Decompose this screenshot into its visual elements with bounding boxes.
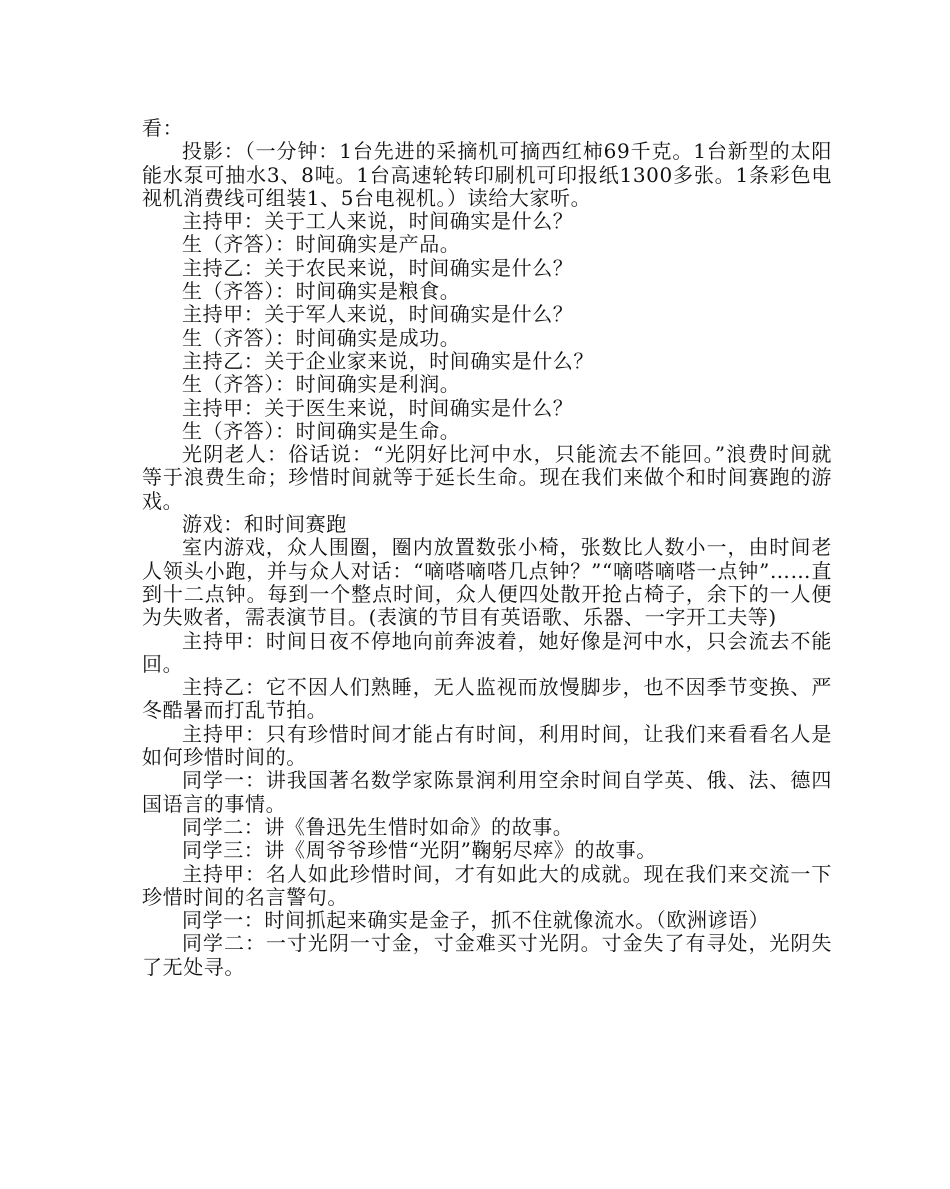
paragraph-see: 看： bbox=[142, 116, 184, 140]
paragraph-game-title: 游戏：和时间赛跑 bbox=[182, 512, 347, 537]
paragraph-old-man-time: 光阴老人：俗话说：“光阴好比河中水，只能流去不能回。”浪费时间就等于浪费生命；珍惜时间就等于延长生命。现在我们来做个和时间赛跑的游戏。 bbox=[142, 442, 832, 513]
paragraph-host-a-workers: 主持甲：关于工人来说，时间确实是什么？ bbox=[182, 209, 574, 234]
paragraph-host-a-doctors: 主持甲：关于医生来说，时间确实是什么？ bbox=[182, 395, 574, 420]
paragraph-student-one-quote: 同学一：时间抓起来确实是金子，抓不住就像流水。（欧洲谚语） bbox=[182, 908, 770, 933]
paragraph-answer-success: 生（齐答）：时间确实是成功。 bbox=[182, 325, 461, 350]
paragraph-answer-life: 生（齐答）：时间确实是生命。 bbox=[182, 418, 461, 443]
paragraph-host-a-quotes: 主持甲：名人如此珍惜时间，才有如此大的成就。现在我们来交流一下珍惜时间的名言警句。 bbox=[142, 861, 832, 909]
paragraph-answer-grain: 生（齐答）：时间确实是粮食。 bbox=[182, 279, 461, 304]
paragraph-answer-profit: 生（齐答）：时间确实是利润。 bbox=[182, 372, 461, 397]
paragraph-projection: 投影：（一分钟：1台先进的采摘机可摘西红柿69千克。1台新型的太阳能水泵可抽水3、8吨。1台高速轮转印刷机可印报纸1300多张。1条彩色电视机消费线可组装1、5台电视机。）读给大家听。 bbox=[142, 139, 832, 210]
paragraph-host-a-soldiers: 主持甲：关于军人来说，时间确实是什么？ bbox=[182, 302, 574, 327]
paragraph-student-one-story: 同学一：讲我国著名数学家陈景润利用空余时间自学英、俄、法、德四国语言的事情。 bbox=[142, 768, 832, 816]
paragraph-host-b-farmers: 主持乙：关于农民来说，时间确实是什么？ bbox=[182, 255, 574, 280]
document-body bbox=[142, 117, 832, 979]
paragraph-host-b-entrepreneurs: 主持乙：关于企业家来说，时间确实是什么？ bbox=[182, 348, 594, 373]
paragraph-host-a-river: 主持甲：时间日夜不停地向前奔波着，她好像是河中水，只会流去不能回。 bbox=[142, 628, 832, 676]
paragraph-student-three-story: 同学三：讲《周爷爷珍惜“光阴”鞠躬尽瘁》的故事。 bbox=[182, 838, 657, 863]
paragraph-student-two-story: 同学二：讲《鲁迅先生惜时如命》的故事。 bbox=[182, 814, 574, 839]
paragraph-student-two-quote: 同学二：一寸光阴一寸金，寸金难买寸光阴。寸金失了有寻处，光阴失了无处寻。 bbox=[142, 931, 832, 979]
paragraph-host-b-pace: 主持乙：它不因人们熟睡，无人监视而放慢脚步，也不因季节变换、严冬酷暑而打乱节拍。 bbox=[142, 675, 832, 723]
paragraph-game-description: 室内游戏，众人围圈，圈内放置数张小椅，张数比人数小一，由时间老人领头小跑，并与众人对话：“嘀嗒嘀嗒几点钟？”“嘀嗒嘀嗒一点钟”……直到十二点钟。每到一个整点时间，众人便四处散开抢占椅子，余下的一人便为失败者，需表演节目。(表演的节目有英语歌、乐器、一字开工夫等) bbox=[142, 535, 832, 630]
paragraph-host-a-famous: 主持甲：只有珍惜时间才能占有时间，利用时间，让我们来看看名人是如何珍惜时间的。 bbox=[142, 721, 832, 770]
paragraph-answer-product: 生（齐答）：时间确实是产品。 bbox=[182, 232, 461, 257]
